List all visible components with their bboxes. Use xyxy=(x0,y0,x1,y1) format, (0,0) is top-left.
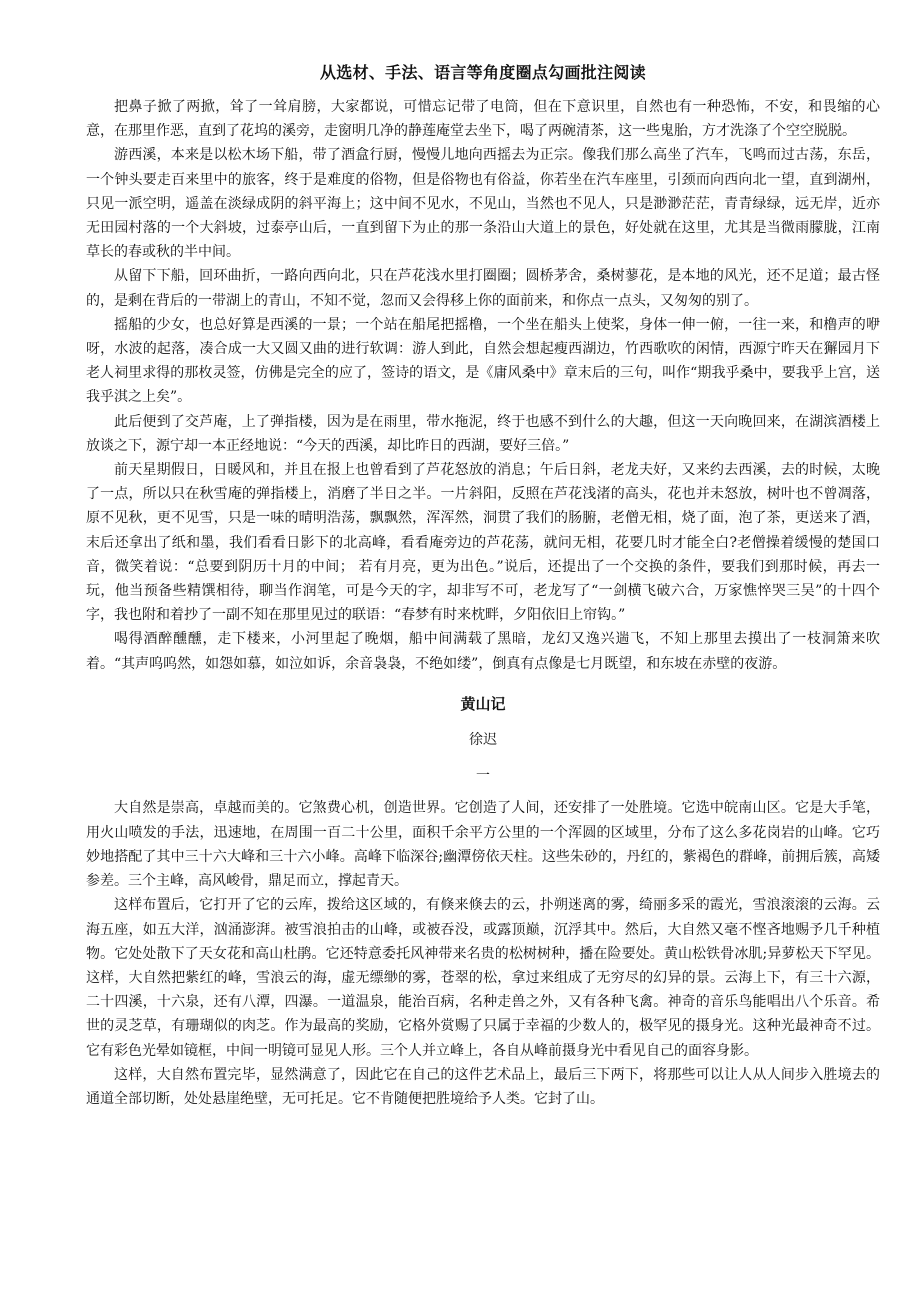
document-title: 从选材、手法、语言等角度圈点勾画批注阅读 xyxy=(319,63,646,82)
article-huangshan xyxy=(86,692,880,1111)
section-number: 一 xyxy=(476,768,490,785)
paragraph: 把鼻子掀了两掀，耸了一耸肩膀，大家都说，可惜忘记带了电筒，但在下意识里，自然也有一种恐怖，不安，和畏缩的心意，在那里作恶，直到了花坞的溪旁，走窗明几净的静莲庵堂去坐下，喝了两碗清茶，这一些鬼胎，方才洗涤了个空空脱脱。 xyxy=(86,99,880,140)
paragraph: 前天星期假日，日暖风和，并且在报上也曾看到了芦花怒放的消息；午后日斜，老龙夫好，又来约去西溪，去的时候，太晚了一点，所以只在秋雪庵的弹指楼上，消磨了半日之半。一片斜阳，反照在芦花浅渚的高头，花也并未怒放，树叶也不曾凋落，原不见秋，更不见雪，只是一味的晴明浩荡，飘飘然，浑浑然，洞贯了我们的肠腑，老僧无相，烧了面，泡了茶，更送来了酒，末后还拿出了纸和墨，我们看看日影下的北高峰，看看庵旁边的芦花荡，就问无相，花要几时才能全白?老僧操着缓慢的楚国口音，微笑着说：“总要到阴历十月的中间； 若有月亮，更为出色。”说后，还提出了一个交换的条件，要我们到那时候，再去一玩，他当预备些精馔相待，聊当作润笔，可是今天的字，却非写不可，老龙写了“一剑横飞破六合，万家憔悴哭三吴”的十四个字，我也附和着抄了一副不知在那里见过的联语：“春梦有时来枕畔，夕阳依旧上帘钩。” xyxy=(86,462,880,624)
paragraph: 大自然是崇高，卓越而美的。它煞费心机，创造世界。它创造了人间，还安排了一处胜境。它选中皖南山区。它是大手笔，用火山喷发的手法，迅速地，在周围一百二十公里，面积千余平方公里的一个浑圆的区域里，分布了这么多花岗岩的山峰。它巧妙地搭配了其中三十六大峰和三十六小峰。高峰下临深谷;幽潭傍依天柱。这些朱砂的，丹红的，紫褐色的群峰，前拥后簇，高矮参差。三个主峰，高风峻骨，鼎足而立，撑起青天。 xyxy=(86,800,880,890)
article-title: 黄山记 xyxy=(460,694,506,713)
paragraph: 此后便到了交芦庵，上了弹指楼，因为是在雨里，带水拖泥，终于也感不到什么的大趣，但这一天向晚回来，在湖滨酒楼上放谈之下，源宁却一本正经地说：“今天的西溪，却比昨日的西湖，要好三倍。” xyxy=(86,413,880,454)
article-xixi xyxy=(86,95,880,676)
article-author: 徐迟 xyxy=(469,732,497,749)
paragraph: 游西溪，本来是以松木场下船，带了酒盒行厨，慢慢儿地向西摇去为正宗。像我们那么高坐了汽车，飞鸣而过古荡，东岳，一个钟头要走百来里中的旅客，终于是难度的俗物，但是俗物也有俗益，你若坐在汽车座里，引颈而向西向北一望，直到湖州，只见一派空明，遥盖在淡绿成阴的斜平海上；这中间不见水，不见山，当然也不见人，只是渺渺茫茫，青青绿绿，远无岸，近亦无田园村落的一个大斜坡，过泰亭山后，一直到留下为止的那一条沿山大道上的景色，好处就在这里，尤其是当微雨朦胧，江南草长的春或秋的半中间。 xyxy=(86,147,880,261)
paragraph: 摇船的少女，也总好算是西溪的一景；一个站在船尾把摇橹，一个坐在船头上使桨，身体一伸一俯，一往一来，和橹声的咿呀，水波的起落，凑合成一大又圆又曲的进行软调：游人到此，自然会想起瘦西湖边，竹西歌吹的闲情，西源宁昨天在獬园月下老人祠里求得的那枚灵签，仿佛是完全的应了，签诗的语文，是《庸风桑中》章末后的三句，叫作“期我乎桑中，要我乎上宫，送我乎淇之上矣”。 xyxy=(86,316,880,406)
paragraph: 从留下下船，回环曲折，一路向西向北，只在芦花浅水里打圈圈；圆桥茅舍，桑树蓼花，是本地的风光，还不足道；最古怪的，是剩在背后的一带湖上的青山，不知不觉，忽而又会得移上你的面前来，和你点一点头，又匆匆的别了。 xyxy=(86,268,880,309)
paragraph: 这样，大自然布置完毕，显然满意了，因此它在自己的这件艺术品上，最后三下两下，将那些可以让人从人间步入胜境去的通道全部切断，处处悬崖绝壁，无可托足。它不肯随便把胜境给予人类。它封了山。 xyxy=(86,1066,880,1107)
paragraph: 这样布置后，它打开了它的云库，拨给这区域的，有倏来倏去的云，扑朔迷离的雾，绮丽多采的霞光，雪浪滚滚的云海。云海五座，如五大洋，汹涌澎湃。被雪浪拍击的山峰，或被吞没，或露顶巅，沉浮其中。然后，大自然又毫不悭吝地赐予几千种植物。它处处散下了天女花和高山杜鹃。它还特意委托风神带来名贵的松树树种，播在险要处。黄山松铁骨冰肌;异萝松天下罕见。这样，大自然把紫红的峰，雪浪云的海，虚无缥缈的雾，苍翠的松，拿过来组成了无穷尽的幻异的景。云海上下，有三十六源，二十四溪，十六泉，还有八潭，四瀑。一道温泉，能治百病，名种走兽之外，又有各种飞禽。神奇的音乐鸟能唱出八个乐音。希世的灵芝草，有珊瑚似的肉芝。作为最高的奖励，它格外赏赐了只属于幸福的少数人的，极罕见的摄身光。这种光最神奇不过。它有彩色光晕如镜框，中间一明镜可显见人形。三个人并立峰上，各自从峰前摄身光中看见自己的面容身影。 xyxy=(86,897,880,1059)
paragraph: 喝得酒醉醺醺，走下楼来，小河里起了晚烟，船中间满载了黑暗，龙幻又逸兴遄飞，不知上那里去摸出了一枝洞箫来吹着。“其声呜呜然，如怨如慕，如泣如诉，余音袅袅，不绝如缕”，倒真有点像是七月既望，和东坡在赤壁的夜游。 xyxy=(86,631,880,672)
